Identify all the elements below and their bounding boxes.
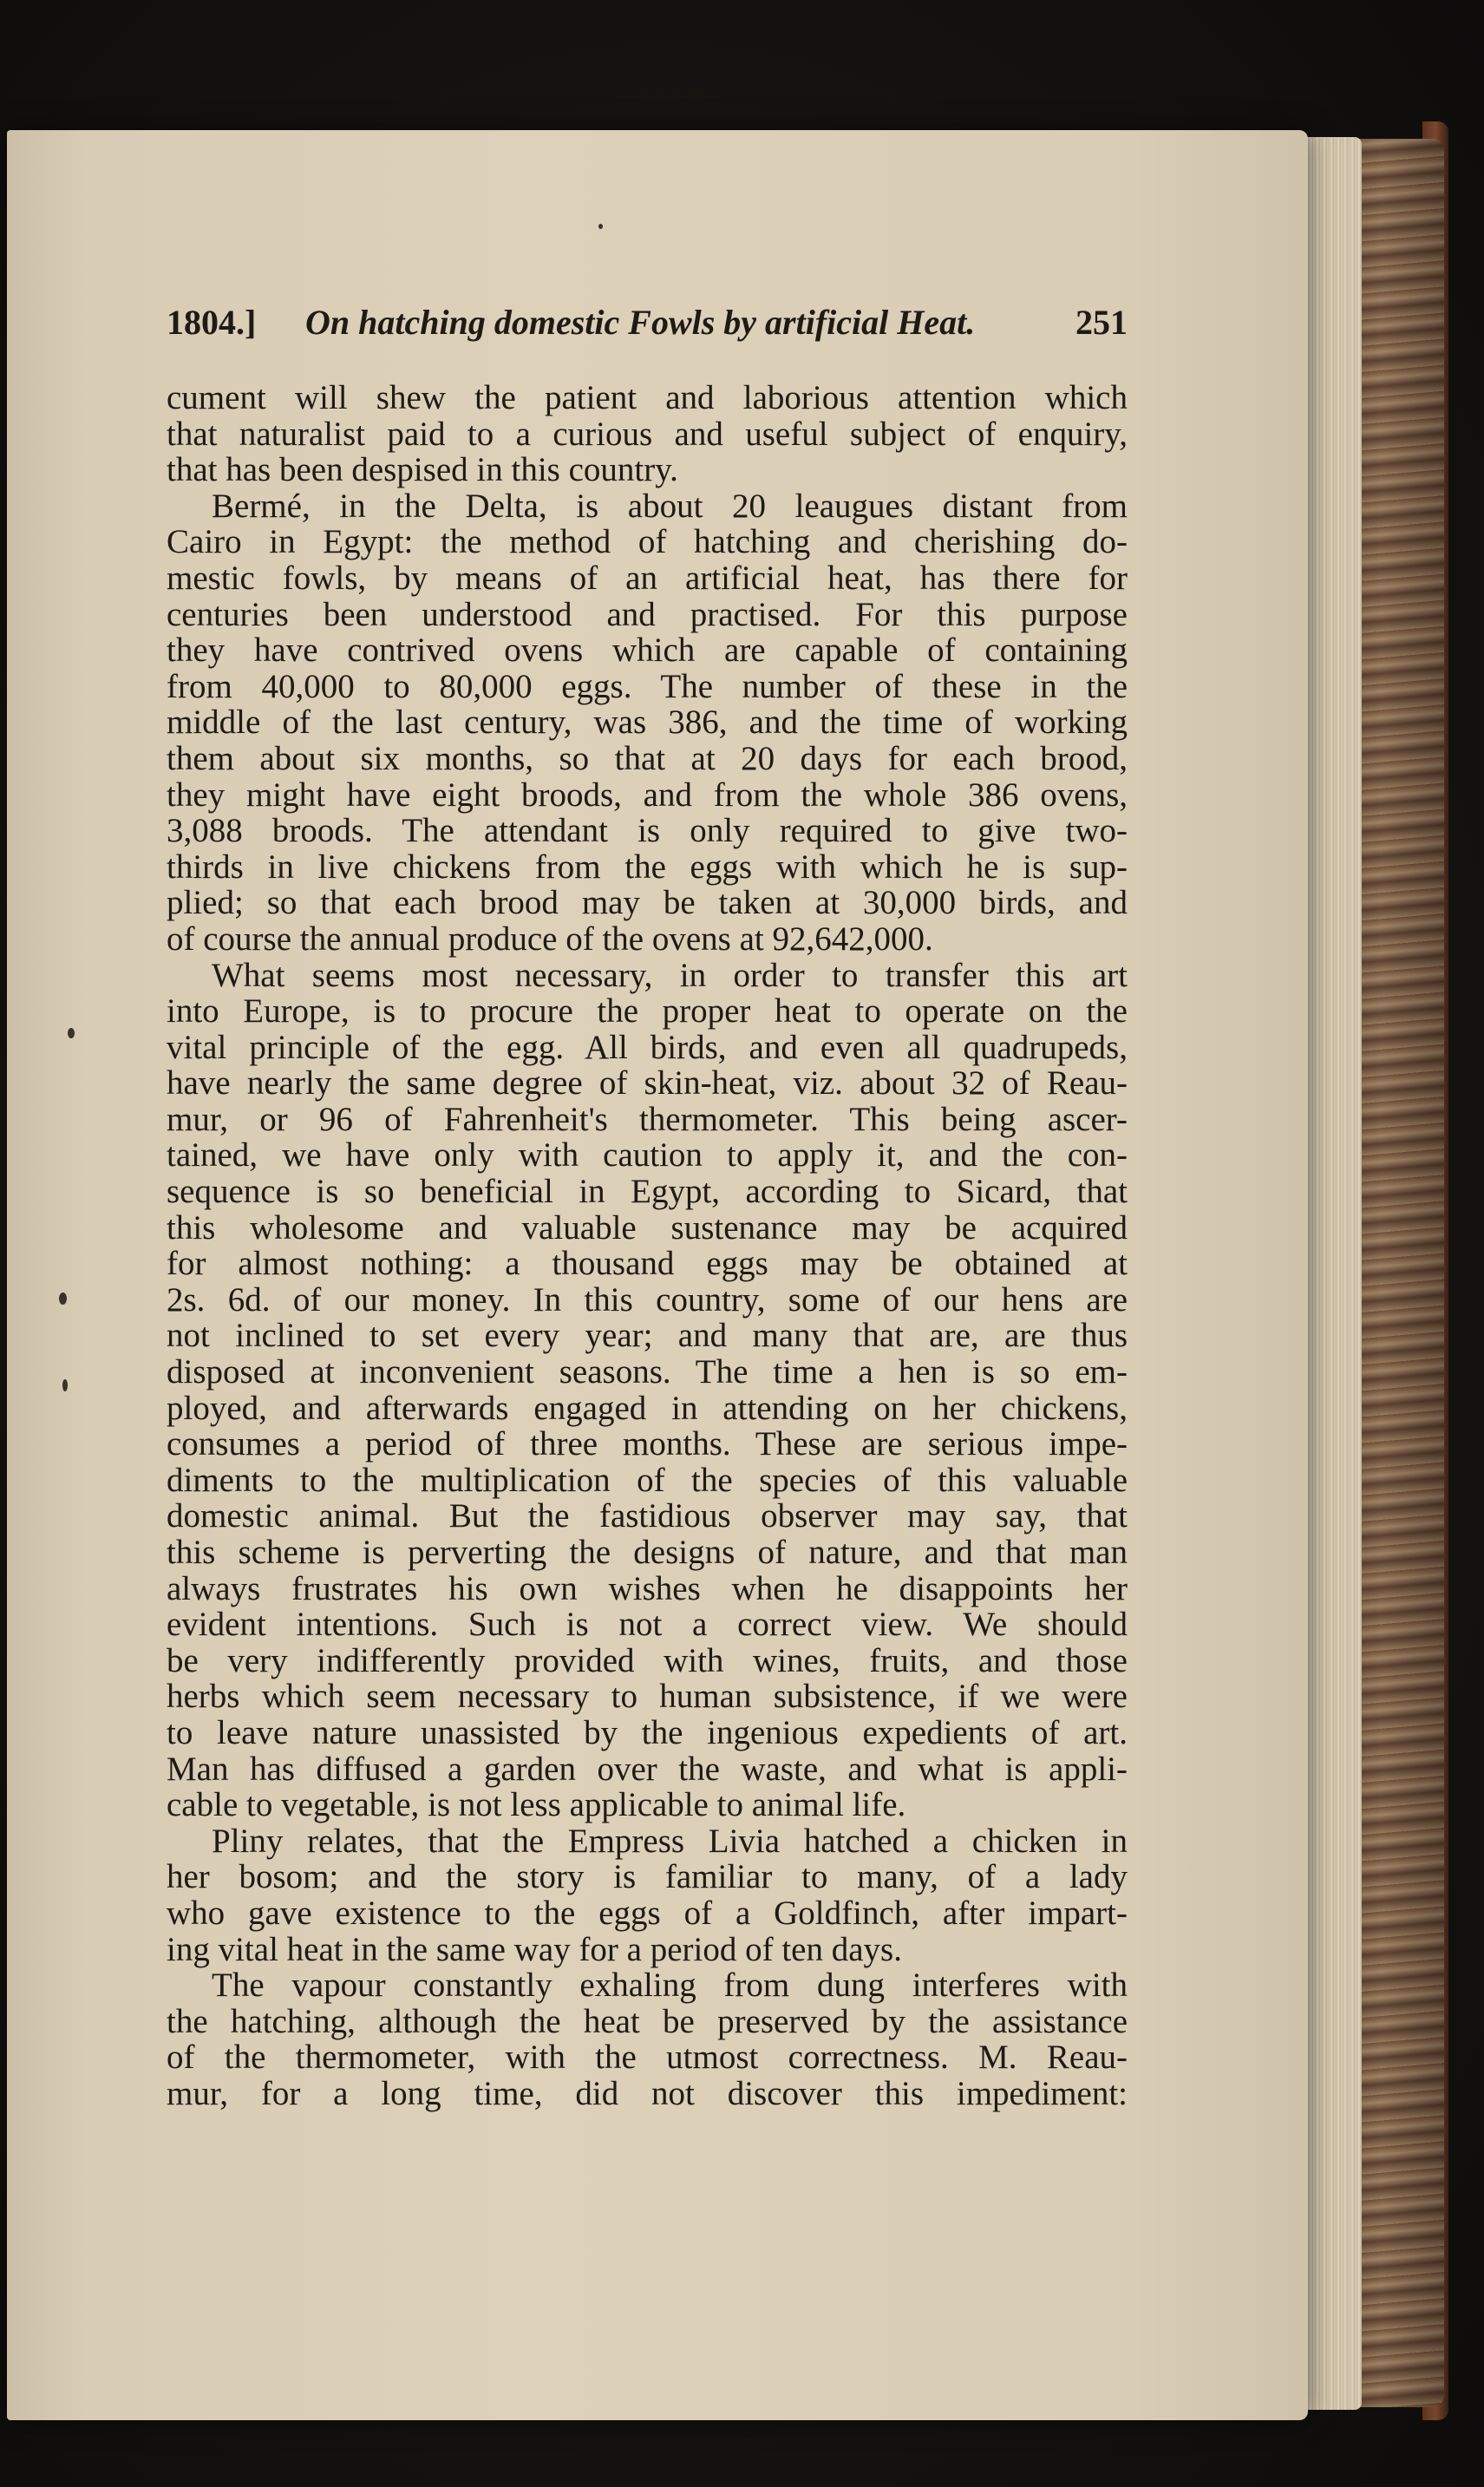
text-line: who gave existence to the eggs of a Goldfinch, after impart-	[167, 1894, 1128, 1932]
body-text	[167, 380, 1128, 2112]
running-head	[167, 302, 1128, 354]
text-line: have nearly the same degree of skin-heat, viz. about 32 of Reau-	[167, 1064, 1128, 1103]
text-line: 2s. 6d. of our money. In this country, some of our hens are	[167, 1280, 1128, 1319]
text-line: this scheme is perverting the designs of nature, and that man	[167, 1534, 1128, 1571]
text-line: to leave nature unassisted by the ingenious expedients of art.	[167, 1713, 1128, 1751]
text-line: mur, or 96 of Fahrenheit's thermometer. This being ascer-	[167, 1100, 1128, 1138]
text-line: 3,088 broods. The attendant is only required to give two-	[167, 812, 1128, 850]
text-line: thirds in live chickens from the eggs with which he is sup-	[167, 848, 1128, 886]
dust-speck	[59, 1293, 67, 1305]
text-line: What seems most necessary, in order to transfer this art	[212, 956, 1128, 994]
text-line: cable to vegetable, is not less applicable to animal life.	[167, 1786, 906, 1824]
text-line: be very indifferently provided with wines, fruits, and those	[167, 1641, 1128, 1679]
text-line: diments to the multiplication of the species of this valuable	[167, 1461, 1128, 1499]
text-line: for almost nothing: a thousand eggs may be obtained at	[167, 1245, 1128, 1283]
text-line: not inclined to set every year; and many that are, are thus	[167, 1317, 1128, 1355]
text-line: always frustrates his own wishes when he disappoints her	[167, 1569, 1128, 1607]
text-line: they might have eight broods, and from the whole 386 ovens,	[167, 776, 1128, 814]
text-line: the hatching, although the heat be preserved by the assistance	[167, 2002, 1128, 2040]
text-line: into Europe, is to procure the proper heat to operate on the	[167, 992, 1128, 1031]
text-line: cument will shew the patient and laborious attention which	[167, 379, 1128, 416]
text-line: mur, for a long time, did not discover this impediment:	[167, 2074, 1128, 2112]
dust-speck	[68, 1028, 75, 1038]
page-number: 251	[1075, 303, 1128, 342]
text-line: disposed at inconvenient seasons. The time a hen is so em-	[167, 1353, 1128, 1391]
text-line: that has been despised in this country.	[167, 451, 678, 489]
text-line: The vapour constantly exhaling from dung interferes with	[212, 1967, 1128, 2005]
text-line: Pliny relates, that the Empress Livia hatched a chicken in	[212, 1822, 1128, 1860]
text-line: middle of the last century, was 386, and the time of working	[167, 704, 1128, 742]
text-line: Cairo in Egypt: the method of hatching and cherishing do-	[167, 523, 1128, 561]
dust-speck	[62, 1379, 68, 1391]
text-line: centuries been understood and practised. For this purpose	[167, 595, 1128, 633]
text-line: Bermé, in the Delta, is about 20 leaugues distant from	[212, 487, 1128, 525]
text-line: of course the annual produce of the ovens at 92,642,000.	[167, 920, 933, 958]
text-line: of the thermometer, with the utmost correctness. M. Reau-	[167, 2039, 1128, 2077]
text-line: they have contrived ovens which are capable of containing	[167, 632, 1128, 670]
text-line: domestic animal. But the fastidious observer may say, that	[167, 1497, 1128, 1535]
text-line: them about six months, so that at 20 days for each brood,	[167, 739, 1128, 777]
text-line: Man has diffused a garden over the waste, and what is appli-	[167, 1750, 1128, 1788]
text-line: herbs which seem necessary to human subsistence, if we were	[167, 1678, 1128, 1716]
text-line: ing vital heat in the same way for a period of ten days.	[167, 1930, 902, 1968]
text-line: her bosom; and the story is familiar to many, of a lady	[167, 1858, 1128, 1896]
text-line: mestic fowls, by means of an artificial heat, has there for	[167, 559, 1128, 597]
text-line: from 40,000 to 80,000 eggs. The number of these in the	[167, 667, 1128, 705]
text-line: consumes a period of three months. These are serious impe-	[167, 1425, 1128, 1463]
text-line: this wholesome and valuable sustenance may be acquired	[167, 1208, 1128, 1247]
text-line: that naturalist paid to a curious and useful subject of enquiry,	[167, 415, 1128, 453]
text-line: vital principle of the egg. All birds, and even all quadrupeds,	[167, 1028, 1128, 1066]
text-line: sequence is so beneficial in Egypt, according to Sicard, that	[167, 1173, 1128, 1211]
dust-speck	[598, 224, 603, 229]
text-line: tained, we have only with caution to apply it, and the con-	[167, 1136, 1128, 1175]
running-head-title: On hatching domestic Fowls by artificial Heat.	[305, 303, 976, 342]
text-line: plied; so that each brood may be taken at 30,000 birds, and	[167, 884, 1128, 922]
text-line: ployed, and afterwards engaged in attending on her chickens,	[167, 1389, 1128, 1427]
running-head-year: 1804.]	[167, 303, 257, 342]
text-line: evident intentions. Such is not a correct view. We should	[167, 1606, 1128, 1644]
